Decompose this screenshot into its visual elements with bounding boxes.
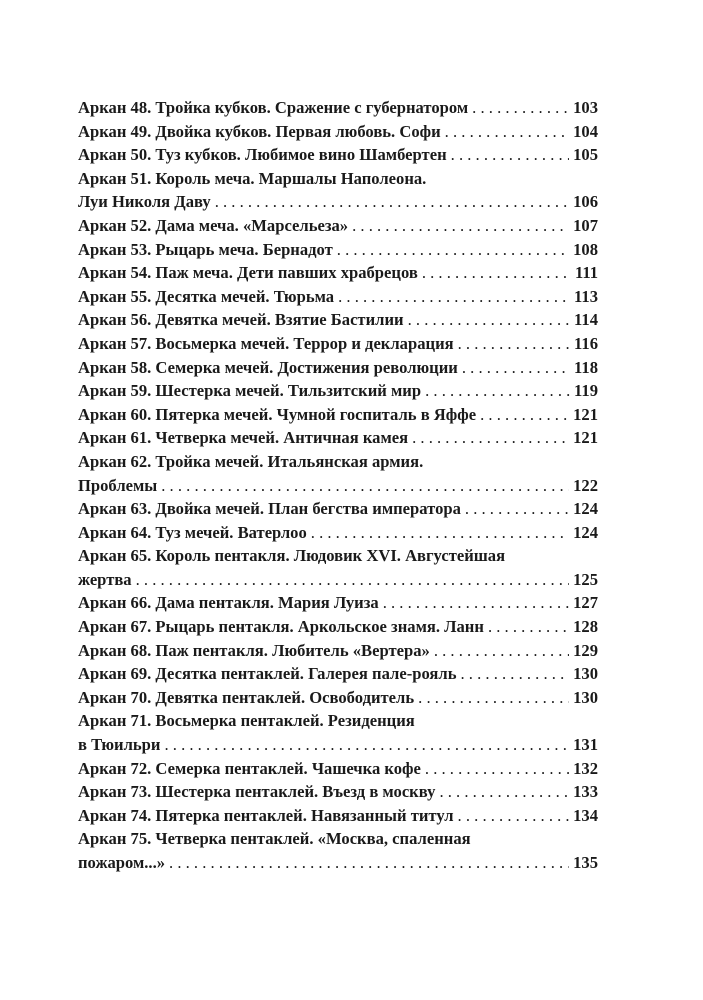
toc-entry-title: пожаром...» bbox=[78, 853, 166, 872]
toc-entry-line bbox=[78, 308, 598, 332]
toc-entry-title: Аркан 54. Паж меча. Дети павших храбрецов bbox=[78, 263, 418, 283]
toc-entry-line bbox=[78, 167, 598, 191]
toc-page-number: 107 bbox=[573, 215, 598, 235]
toc-entry-title: Аркан 60. Пятерка мечей. Чумной госпиталь в Яффе bbox=[78, 404, 477, 424]
toc-entry-line bbox=[78, 709, 598, 733]
toc-entry-title: Аркан 73. Шестерка пентаклей. Въезд в москву bbox=[78, 782, 436, 802]
toc-page-number: 116 bbox=[574, 333, 598, 353]
toc-entry-title: Аркан 49. Двойка кубков. Первая любовь. Софи bbox=[78, 121, 441, 141]
toc-page-number: 118 bbox=[574, 357, 598, 377]
dot-leader bbox=[451, 143, 569, 167]
dot-leader bbox=[169, 851, 569, 875]
toc-page-number: 119 bbox=[574, 381, 598, 401]
toc-entry-line bbox=[78, 615, 598, 639]
dot-leader bbox=[311, 521, 569, 545]
toc-entry-line bbox=[78, 190, 598, 214]
toc-entry-line bbox=[78, 733, 598, 757]
toc-entry-title: Аркан 56. Девятка мечей. Взятие Бастилии bbox=[78, 310, 404, 330]
dot-leader bbox=[488, 615, 569, 639]
toc-entry-line bbox=[78, 426, 598, 450]
toc-entry-title: Аркан 74. Пятерка пентаклей. Навязанный титул bbox=[78, 805, 454, 825]
toc-entry-title: Аркан 55. Десятка мечей. Тюрьма bbox=[78, 286, 335, 306]
toc-entry-line bbox=[78, 285, 598, 309]
toc-page-number: 113 bbox=[574, 286, 598, 306]
toc-entry-title: Аркан 59. Шестерка мечей. Тильзитский мир bbox=[78, 381, 422, 401]
toc-entry-line bbox=[78, 662, 598, 686]
toc-entry-title: Аркан 68. Паж пентакля. Любитель «Вертера» bbox=[78, 640, 430, 660]
toc-entry-line bbox=[78, 238, 598, 262]
table-of-contents bbox=[78, 96, 598, 875]
toc-entry-title: Аркан 57. Восьмерка мечей. Террор и декларация bbox=[78, 333, 454, 353]
toc-page-number: 122 bbox=[573, 475, 598, 495]
toc-entry-title: Аркан 75. Четверка пентаклей. «Москва, спаленная bbox=[78, 829, 471, 849]
toc-page-number: 114 bbox=[574, 310, 598, 330]
toc-entry-line bbox=[78, 214, 598, 238]
dot-leader bbox=[136, 568, 570, 592]
toc-entry-line bbox=[78, 521, 598, 545]
toc-entry-line bbox=[78, 143, 598, 167]
toc-entry-title: Аркан 53. Рыцарь меча. Бернадот bbox=[78, 239, 333, 259]
toc-entry-title: Аркан 64. Туз мечей. Ватерлоо bbox=[78, 522, 307, 542]
toc-page-number: 135 bbox=[573, 853, 598, 872]
toc-page-number: 124 bbox=[573, 499, 598, 519]
toc-entry-title: Луи Николя Даву bbox=[78, 192, 211, 212]
toc-entry-title: Аркан 67. Рыцарь пентакля. Аркольское знамя. Ланн bbox=[78, 617, 484, 637]
toc-entry-title: Аркан 72. Семерка пентаклей. Чашечка кофе bbox=[78, 758, 421, 778]
toc-entry-title: Аркан 58. Семерка мечей. Достижения революции bbox=[78, 357, 458, 377]
toc-entry-line bbox=[78, 639, 598, 663]
toc-entry-line bbox=[78, 780, 598, 804]
toc-entry-line bbox=[78, 332, 598, 356]
dot-leader bbox=[445, 120, 569, 144]
toc-entry-title: Аркан 52. Дама меча. «Марсельеза» bbox=[78, 215, 349, 235]
toc-page-number: 104 bbox=[573, 121, 598, 141]
toc-entry-line bbox=[78, 474, 598, 498]
toc-entry-title: Аркан 71. Восьмерка пентаклей. Резиденция bbox=[78, 711, 415, 731]
toc-entry-title: Аркан 65. Король пентакля. Людовик XVI. Августейшая bbox=[78, 546, 506, 566]
toc-entry-line bbox=[78, 591, 598, 615]
dot-leader bbox=[458, 804, 570, 828]
dot-leader bbox=[408, 308, 570, 332]
toc-page-number: 111 bbox=[574, 263, 598, 283]
dot-leader bbox=[338, 285, 570, 309]
toc-entry-line bbox=[78, 403, 598, 427]
toc-entry-line bbox=[78, 379, 598, 403]
toc-page-number: 128 bbox=[573, 617, 598, 637]
dot-leader bbox=[412, 426, 569, 450]
toc-entry-title: Аркан 50. Туз кубков. Любимое вино Шамбертен bbox=[78, 145, 447, 165]
toc-entry-line bbox=[78, 96, 598, 120]
toc-entry-title: Аркан 66. Дама пентакля. Мария Луиза bbox=[78, 593, 379, 613]
toc-entry-line bbox=[78, 497, 598, 521]
dot-leader bbox=[215, 190, 569, 214]
toc-page-number: 132 bbox=[573, 758, 598, 778]
dot-leader bbox=[465, 497, 569, 521]
toc-page-number: 129 bbox=[573, 640, 598, 660]
dot-leader bbox=[439, 780, 569, 804]
dot-leader bbox=[352, 214, 569, 238]
toc-page-number: 130 bbox=[573, 664, 598, 684]
toc-entry-title: в Тюильри bbox=[78, 735, 161, 755]
toc-entry-line bbox=[78, 544, 598, 568]
dot-leader bbox=[425, 379, 570, 403]
toc-page-number: 131 bbox=[573, 735, 598, 755]
toc-entry-line bbox=[78, 356, 598, 380]
toc-page-number: 133 bbox=[573, 782, 598, 802]
dot-leader bbox=[472, 96, 569, 120]
toc-entry-line bbox=[78, 450, 598, 474]
toc-entry-line bbox=[78, 804, 598, 828]
dot-leader bbox=[337, 238, 569, 262]
dot-leader bbox=[458, 332, 570, 356]
toc-page-number: 127 bbox=[573, 593, 598, 613]
toc-page-number: 125 bbox=[573, 569, 598, 589]
toc-page-number: 124 bbox=[573, 522, 598, 542]
toc-entry-line bbox=[78, 827, 598, 851]
toc-entry-title: Аркан 48. Тройка кубков. Сражение с губернатором bbox=[78, 98, 469, 117]
toc-entry-title: Аркан 61. Четверка мечей. Античная камея bbox=[78, 428, 409, 448]
dot-leader bbox=[161, 474, 569, 498]
toc-entry-title: Аркан 63. Двойка мечей. План бегства императора bbox=[78, 499, 461, 519]
toc-page-number: 105 bbox=[573, 145, 598, 165]
toc-entry-title: Аркан 51. Король меча. Маршалы Наполеона. bbox=[78, 168, 427, 188]
dot-leader bbox=[461, 662, 570, 686]
toc-entry-title: Аркан 69. Десятка пентаклей. Галерея пале-рояль bbox=[78, 664, 457, 684]
dot-leader bbox=[164, 733, 569, 757]
dot-leader bbox=[425, 757, 569, 781]
toc-entry-line bbox=[78, 568, 598, 592]
toc-entry-title: жертва bbox=[78, 569, 132, 589]
toc-page-number: 130 bbox=[573, 687, 598, 707]
dot-leader bbox=[418, 686, 569, 710]
toc-entry-line bbox=[78, 851, 598, 875]
dot-leader bbox=[422, 261, 571, 285]
dot-leader bbox=[462, 356, 570, 380]
toc-entry-line bbox=[78, 757, 598, 781]
toc-page-number: 121 bbox=[573, 428, 598, 448]
dot-leader bbox=[434, 639, 569, 663]
toc-page-number: 134 bbox=[573, 805, 598, 825]
dot-leader bbox=[383, 591, 569, 615]
toc-entry-title: Аркан 62. Тройка мечей. Итальянская армия. bbox=[78, 451, 424, 471]
toc-entry-title: Аркан 70. Девятка пентаклей. Освободитель bbox=[78, 687, 415, 707]
toc-page-number: 103 bbox=[573, 98, 598, 117]
toc-entry-line bbox=[78, 686, 598, 710]
toc-page-number: 121 bbox=[573, 404, 598, 424]
toc-page-number: 106 bbox=[573, 192, 598, 212]
toc-entry-line bbox=[78, 261, 598, 285]
toc-entry-title: Проблемы bbox=[78, 475, 158, 495]
dot-leader bbox=[480, 403, 569, 427]
toc-entry-line bbox=[78, 120, 598, 144]
toc-page-number: 108 bbox=[573, 239, 598, 259]
